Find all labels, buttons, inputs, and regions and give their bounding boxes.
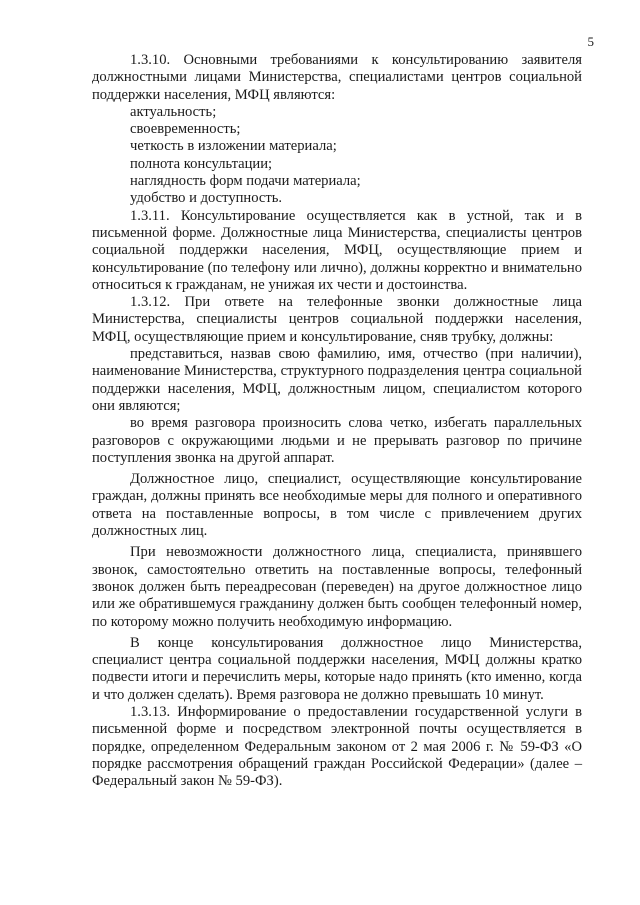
list-item-visual-forms: наглядность форм подачи материала; [130,173,361,190]
paragraph-call-redirect: При невозможности должностного лица, специалиста, принявшего звонок, самостоятельно ответить на поставленные вопросы, телефонный звонок должен быть переадресован (переведен) на другое должностное лицо или же обратившемуся гражданину должен быть сообщен телефонный номер, по которому можно получить необходимую информацию. [92,544,582,630]
list-item-completeness: полнота консультации; [130,155,273,172]
paragraph-introduce-self: представиться, назвав свою фамилию, имя, отчество (при наличии), наименование Министерства, структурного подразделения центра социальной поддержки населения, МФЦ, должностным лицом, специалистом которого они являются; [92,346,582,414]
document-body [92,52,582,790]
list-item-clarity: четкость в изложении материала; [130,138,337,155]
paragraph-1-3-11: 1.3.11. Консультирование осуществляется как в устной, так и в письменной форме. Должностные лица Министерства, специалисты центров социальной поддержки населения, МФЦ, осуществляющие прием и консультирование (по телефону или лично), должны корректно и внимательно относиться к гражданам, не унижая их чести и достоинства. [92,207,582,293]
paragraph-1-3-12: 1.3.12. При ответе на телефонные звонки должностные лица Министерства, специалисты центров социальной поддержки населения, МФЦ, осуществляющие прием и консультирование, сняв трубку, должны: [92,294,582,345]
paragraph-consultant-measures: Должностное лицо, специалист, осуществляющие консультирование граждан, должны принять все необходимые меры для полного и оперативного ответа на поставленные вопросы, в том числе с привлечением других должностных лиц. [92,471,582,540]
paragraph-1-3-10: 1.3.10. Основными требованиями к консультированию заявителя должностными лицами Министерства, специалистами центров социальной поддержки населения, МФЦ являются: [92,52,582,103]
paragraph-speak-clearly: во время разговора произносить слова четко, избегать параллельных разговоров с окружающими людьми и не прерывать разговор по причине поступления звонка на другой аппарат. [92,415,582,466]
list-item-convenience: удобство и доступность. [130,190,283,207]
list-item-timeliness: своевременность; [130,121,241,138]
paragraph-1-3-13: 1.3.13. Информирование о предоставлении государственной услуги в письменной форме и посредством электронной почты осуществляется в порядке, определенном Федеральным законом от 2 мая 2006 г. № 59-ФЗ «О порядке рассмотрения обращений граждан Российской Федерации» (далее – Федеральный закон № 59-ФЗ). [92,703,582,790]
list-item-relevance: актуальность; [130,103,217,120]
paragraph-consultation-end: В конце консультирования должностное лицо Министерства, специалист центра социальной поддержки населения, МФЦ должны кратко подвести итоги и перечислить меры, которые надо принять (кто именно, когда и что должен сделать). Время разговора не должно превышать 10 минут. [92,634,582,703]
page-number: 5 [587,34,594,49]
